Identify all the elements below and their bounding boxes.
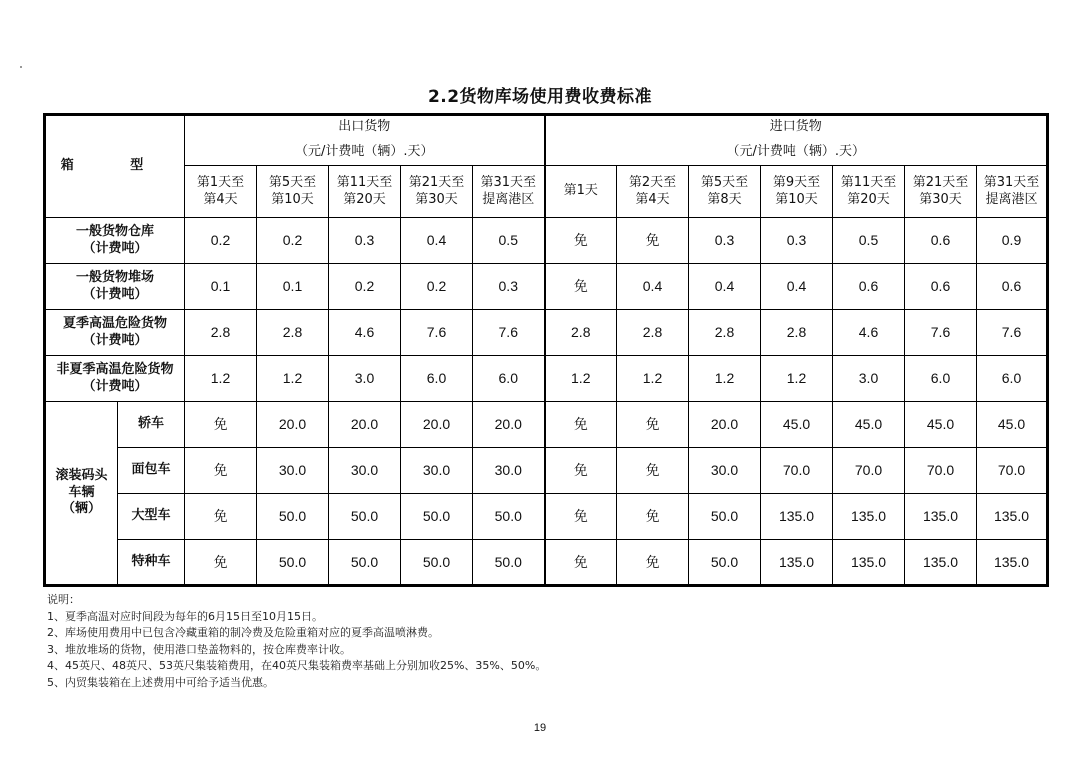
import-fee-cell: 135.0 [833, 494, 905, 540]
import-fee-cell: 45.0 [761, 402, 833, 448]
import-fee-cell: 0.6 [977, 264, 1048, 310]
table-row [45, 310, 1048, 356]
cell-line: （计费吨） [82, 240, 148, 256]
export-fee-cell: 2.8 [185, 310, 257, 356]
cell-line: 第11天至 [840, 174, 897, 190]
cell-line: 夏季高温危险货物 [62, 315, 167, 331]
cell-line: 第8天 [707, 191, 742, 207]
import-fee-cell: 免 [617, 448, 689, 494]
cargo-type-label [45, 218, 185, 264]
export-period-header [257, 166, 329, 218]
export-fee-cell: 20.0 [257, 402, 329, 448]
cargo-type-label [45, 356, 185, 402]
export-fee-cell: 0.2 [329, 264, 401, 310]
export-fee-cell: 2.8 [257, 310, 329, 356]
import-fee-cell: 1.2 [761, 356, 833, 402]
cell-line: 第21天至 [408, 174, 465, 190]
cell-line: （计费吨） [82, 378, 148, 394]
export-period-header [473, 166, 545, 218]
export-fee-cell: 50.0 [473, 494, 545, 540]
import-fee-cell: 免 [545, 448, 617, 494]
cell-line: （辆） [61, 501, 101, 517]
import-period-header [905, 166, 977, 218]
export-fee-cell: 6.0 [473, 356, 545, 402]
export-fee-cell: 20.0 [401, 402, 473, 448]
import-fee-cell: 0.4 [617, 264, 689, 310]
export-fee-cell: 免 [185, 402, 257, 448]
cell-line: 第20天 [847, 191, 890, 207]
import-fee-cell: 免 [545, 218, 617, 264]
cell-line: 第20天 [343, 191, 386, 207]
export-fee-cell: 4.6 [329, 310, 401, 356]
import-fee-cell: 0.5 [833, 218, 905, 264]
export-fee-cell: 0.1 [257, 264, 329, 310]
import-fee-cell: 免 [617, 218, 689, 264]
import-fee-cell: 免 [617, 540, 689, 586]
export-group-header: 出口货物 [185, 115, 545, 140]
note-item: 4、45英尺、48英尺、53英尺集装箱费用，在40英尺集装箱费率基础上分别加收25%、35%、50%。 [47, 659, 547, 672]
import-fee-cell: 0.9 [977, 218, 1048, 264]
export-period-header [185, 166, 257, 218]
import-fee-cell: 0.4 [689, 264, 761, 310]
export-fee-cell: 30.0 [257, 448, 329, 494]
box-type-header: 箱 型 [45, 115, 185, 218]
import-fee-cell: 7.6 [905, 310, 977, 356]
import-fee-cell: 45.0 [977, 402, 1048, 448]
note-item: 3、堆放堆场的货物，使用港口垫盖物料的，按仓库费率计收。 [47, 642, 351, 656]
cell-line: 第30天 [415, 191, 458, 207]
scan-speck [20, 66, 22, 68]
table-row [45, 402, 1048, 448]
export-fee-cell: 50.0 [257, 540, 329, 586]
page-number: 19 [533, 722, 547, 734]
import-fee-cell: 50.0 [689, 540, 761, 586]
export-fee-cell: 0.2 [185, 218, 257, 264]
cell-line: 第31天至 [480, 174, 537, 190]
cell-line: （计费吨） [82, 286, 148, 302]
cell-line: 第31天至 [983, 174, 1040, 190]
cell-line: 第1天至 [196, 174, 245, 190]
export-period-header [329, 166, 401, 218]
cell-line: 车辆 [68, 484, 95, 500]
import-fee-cell: 135.0 [977, 494, 1048, 540]
vehicle-type-label: 大型车 [118, 494, 185, 540]
note-item: 5、内贸集装箱在上述费用中可给予适当优惠。 [47, 675, 274, 689]
cargo-type-label [45, 310, 185, 356]
export-fee-cell: 50.0 [401, 540, 473, 586]
table-row [45, 448, 1048, 494]
cell-line: （计费吨） [82, 332, 148, 348]
cell-line: 第10天 [271, 191, 314, 207]
notes-heading: 说明： [47, 593, 80, 606]
table-row [45, 264, 1048, 310]
export-period-header [401, 166, 473, 218]
cell-line: 第4天 [635, 191, 670, 207]
table-row [45, 218, 1048, 264]
cell-line: 第10天 [775, 191, 818, 207]
import-fee-cell: 免 [617, 402, 689, 448]
import-fee-cell: 30.0 [689, 448, 761, 494]
import-fee-cell: 50.0 [689, 494, 761, 540]
export-fee-cell: 20.0 [329, 402, 401, 448]
cell-line: 提离港区 [482, 191, 535, 207]
export-fee-cell: 3.0 [329, 356, 401, 402]
export-fee-cell: 0.1 [185, 264, 257, 310]
export-fee-cell: 50.0 [329, 494, 401, 540]
table-row [45, 540, 1048, 586]
import-fee-cell: 2.8 [545, 310, 617, 356]
import-period-header [545, 166, 617, 218]
import-period-header [761, 166, 833, 218]
export-fee-cell: 0.4 [401, 218, 473, 264]
import-fee-cell: 70.0 [761, 448, 833, 494]
export-fee-cell: 7.6 [473, 310, 545, 356]
cell-line: 第21天至 [912, 174, 969, 190]
import-fee-cell: 135.0 [761, 494, 833, 540]
import-fee-cell: 135.0 [977, 540, 1048, 586]
import-fee-cell: 6.0 [977, 356, 1048, 402]
import-fee-cell: 2.8 [761, 310, 833, 356]
export-fee-cell: 50.0 [473, 540, 545, 586]
import-fee-cell: 免 [545, 264, 617, 310]
export-fee-cell: 50.0 [257, 494, 329, 540]
cell-line: 非夏季高温危险货物 [56, 361, 174, 377]
import-fee-cell: 1.2 [545, 356, 617, 402]
export-fee-cell: 1.2 [185, 356, 257, 402]
export-fee-cell: 1.2 [257, 356, 329, 402]
import-fee-cell: 0.6 [905, 218, 977, 264]
export-fee-cell: 30.0 [473, 448, 545, 494]
import-fee-cell: 0.6 [905, 264, 977, 310]
import-fee-cell: 135.0 [761, 540, 833, 586]
cell-line: 滚装码头 [55, 467, 108, 483]
export-fee-cell: 0.5 [473, 218, 545, 264]
vehicle-type-label: 特种车 [118, 540, 185, 586]
export-fee-cell: 7.6 [401, 310, 473, 356]
cell-line: 第5天至 [700, 174, 749, 190]
import-fee-cell: 免 [545, 540, 617, 586]
import-fee-cell: 0.6 [833, 264, 905, 310]
export-fee-cell: 30.0 [401, 448, 473, 494]
import-fee-cell: 135.0 [905, 494, 977, 540]
vehicle-type-label: 轿车 [118, 402, 185, 448]
vehicle-group-label [45, 402, 118, 586]
import-fee-cell: 1.2 [617, 356, 689, 402]
export-unit-header: （元/计费吨（辆）.天） [185, 140, 545, 166]
cell-line: 第5天至 [268, 174, 317, 190]
import-fee-cell: 免 [545, 494, 617, 540]
import-fee-cell: 135.0 [905, 540, 977, 586]
import-fee-cell: 70.0 [905, 448, 977, 494]
cell-line: 一般货物堆场 [75, 269, 154, 285]
import-fee-cell: 70.0 [977, 448, 1048, 494]
cell-line: 第4天 [203, 191, 238, 207]
cell-line: 第9天至 [772, 174, 821, 190]
import-fee-cell: 6.0 [905, 356, 977, 402]
cell-line: 第1天 [563, 183, 598, 199]
export-fee-cell: 30.0 [329, 448, 401, 494]
table-row [45, 494, 1048, 540]
export-fee-cell: 0.2 [257, 218, 329, 264]
import-fee-cell: 4.6 [833, 310, 905, 356]
import-fee-cell: 45.0 [905, 402, 977, 448]
import-unit-header: （元/计费吨（辆）.天） [545, 140, 1048, 166]
import-period-header [689, 166, 761, 218]
cell-line: 第2天至 [628, 174, 677, 190]
cargo-type-label [45, 264, 185, 310]
page-title: 2.2货物库场使用费收费标准 [427, 87, 653, 107]
import-fee-cell: 2.8 [617, 310, 689, 356]
cell-line: 第11天至 [336, 174, 393, 190]
import-fee-cell: 7.6 [977, 310, 1048, 356]
note-item: 1、夏季高温对应时间段为每年的6月15日至10月15日。 [47, 609, 323, 623]
import-fee-cell: 3.0 [833, 356, 905, 402]
import-fee-cell: 0.3 [689, 218, 761, 264]
notes [47, 592, 546, 691]
import-period-header [977, 166, 1048, 218]
cell-line: 一般货物仓库 [75, 223, 154, 239]
export-fee-cell: 0.2 [401, 264, 473, 310]
cell-line: 第30天 [919, 191, 962, 207]
export-fee-cell: 0.3 [473, 264, 545, 310]
import-fee-cell: 135.0 [833, 540, 905, 586]
export-fee-cell: 免 [185, 494, 257, 540]
fee-table [43, 113, 1049, 587]
import-period-header [833, 166, 905, 218]
export-fee-cell: 50.0 [329, 540, 401, 586]
import-fee-cell: 0.3 [761, 218, 833, 264]
import-group-header: 进口货物 [545, 115, 1048, 140]
import-fee-cell: 免 [617, 494, 689, 540]
import-fee-cell: 2.8 [689, 310, 761, 356]
vehicle-type-label: 面包车 [118, 448, 185, 494]
export-fee-cell: 免 [185, 540, 257, 586]
cell-line: 提离港区 [985, 191, 1038, 207]
export-fee-cell: 6.0 [401, 356, 473, 402]
note-item: 2、库场使用费用中已包含冷藏重箱的制冷费及危险重箱对应的夏季高温喷淋费。 [47, 626, 439, 639]
import-fee-cell: 45.0 [833, 402, 905, 448]
export-fee-cell: 免 [185, 448, 257, 494]
export-fee-cell: 0.3 [329, 218, 401, 264]
table-row [45, 356, 1048, 402]
import-fee-cell: 0.4 [761, 264, 833, 310]
export-fee-cell: 20.0 [473, 402, 545, 448]
import-fee-cell: 1.2 [689, 356, 761, 402]
import-fee-cell: 免 [545, 402, 617, 448]
import-period-header [617, 166, 689, 218]
export-fee-cell: 50.0 [401, 494, 473, 540]
import-fee-cell: 20.0 [689, 402, 761, 448]
import-fee-cell: 70.0 [833, 448, 905, 494]
